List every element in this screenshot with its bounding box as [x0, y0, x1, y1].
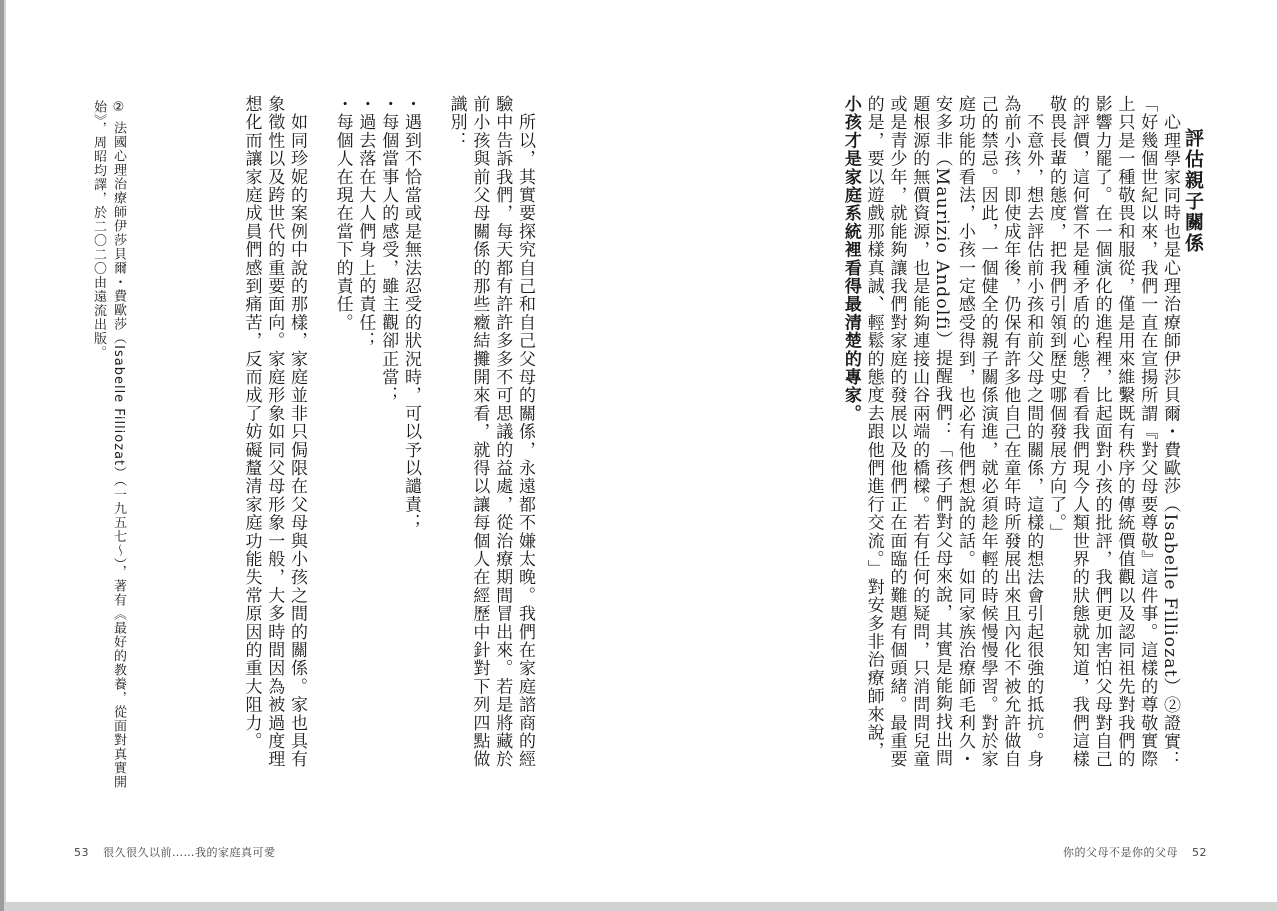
left-page-body: 所以，其實要探究自己和自己父母的關係，永遠都不嫌太晚。我們在家庭諮商的經驗中告訴我們，每天都有許許多多不可思議的益處，從治療期間冒出來。若是將藏於前小孩與前父母關係的那些癥結攤開來看，就得以讓每個人在經歷中針對下列四點做識別： ・遇到不恰當或是無法忍受的狀況時，可以予以譴責； ・每個當事人的感受，雖主觀卻正當； ・過去落在大人們身上的責任； ・每個人在現在當下的責任。 如同珍妮的案例中說的那樣，家庭並非只侷限在父母與小孩之間的關係。家也具有象徵性以及跨世代的重要面向。家庭形象如同父母形象一般，大多時間因為被過度理想化而讓家庭成員們感到痛苦，反而成了妨礙釐清家庭功能失常原因的重大阻力。 [241, 95, 535, 769]
left-page-footer [74, 844, 286, 860]
left-page-number: 53 [74, 846, 89, 859]
right-page-footer [1053, 844, 1207, 860]
right-running-title: 你的父母不是你的父母 [1063, 846, 1178, 859]
right-page-number: 52 [1192, 846, 1207, 859]
right-page-text: 心理學家同時也是心理治療師伊莎貝爾・費歐莎（Isabelle Filliozat）②證實：「好幾個世紀以來，我們一直在宣揚所謂『對父母要尊敬』這件事。這樣的尊敬實際上只是一種敬畏和服從，僅是用來維繫既有秩序的傳統價值觀以及認同祖先對我們的影響力罷了。在一個演化的進程裡，比起面對小孩的批評，我們更加害怕父母對自己的評價，這何嘗不是種矛盾的心態？看看我們現今人類世界的狀態就知道，我們這樣敬畏長輩的態度，把我們引領到歷史哪個發展方向了。」 不意外，想去評估前小孩和前父母之間的關係，這樣的想法會引起很強的抵抗。身為前小孩，即使成年後，仍保有許多他自己在童年時所發展出來且內化不被允許做自己的禁忌。因此，一個健全的親子關係演進，就必須趁年輕的時候慢慢學習。對於家庭功能的看法，小孩一定感受得到，也必有他們想說的話。如同家族治療師毛利久・安多非（Maurizio Andolfi）提醒我們：「孩子們對父母來說，其實是能夠找出問題根源的無價資源，也是能夠連接山谷兩端的橋樑。若有任何的疑問，只消問問兒童或是青少年，就能夠讓我們對家庭的發展以及他們正在面臨的難題有個頭緒。最重要的是，要以遊戲那樣真誠、輕鬆的態度去跟他們進行交流。」對安多非治療師來說， [863, 95, 1180, 769]
section-heading: 評估親子關係 [1182, 128, 1204, 254]
right-page-bold-text: 小孩才是家庭系統裡看得最清楚的專家。 [840, 95, 861, 423]
footnote: ② 法國心理治療師伊莎貝爾・費歐莎（Isabelle Filliozat）（一九五七～），著有《最好的教養，從面對真實開始》，周昭均譯，於二〇二〇由遠流出版。 [91, 100, 126, 790]
left-running-title: 很久很久以前……我的家庭真可愛 [103, 846, 276, 859]
right-page-body [741, 95, 1181, 775]
book-spread [6, 0, 1277, 902]
page-edge [0, 0, 4, 911]
